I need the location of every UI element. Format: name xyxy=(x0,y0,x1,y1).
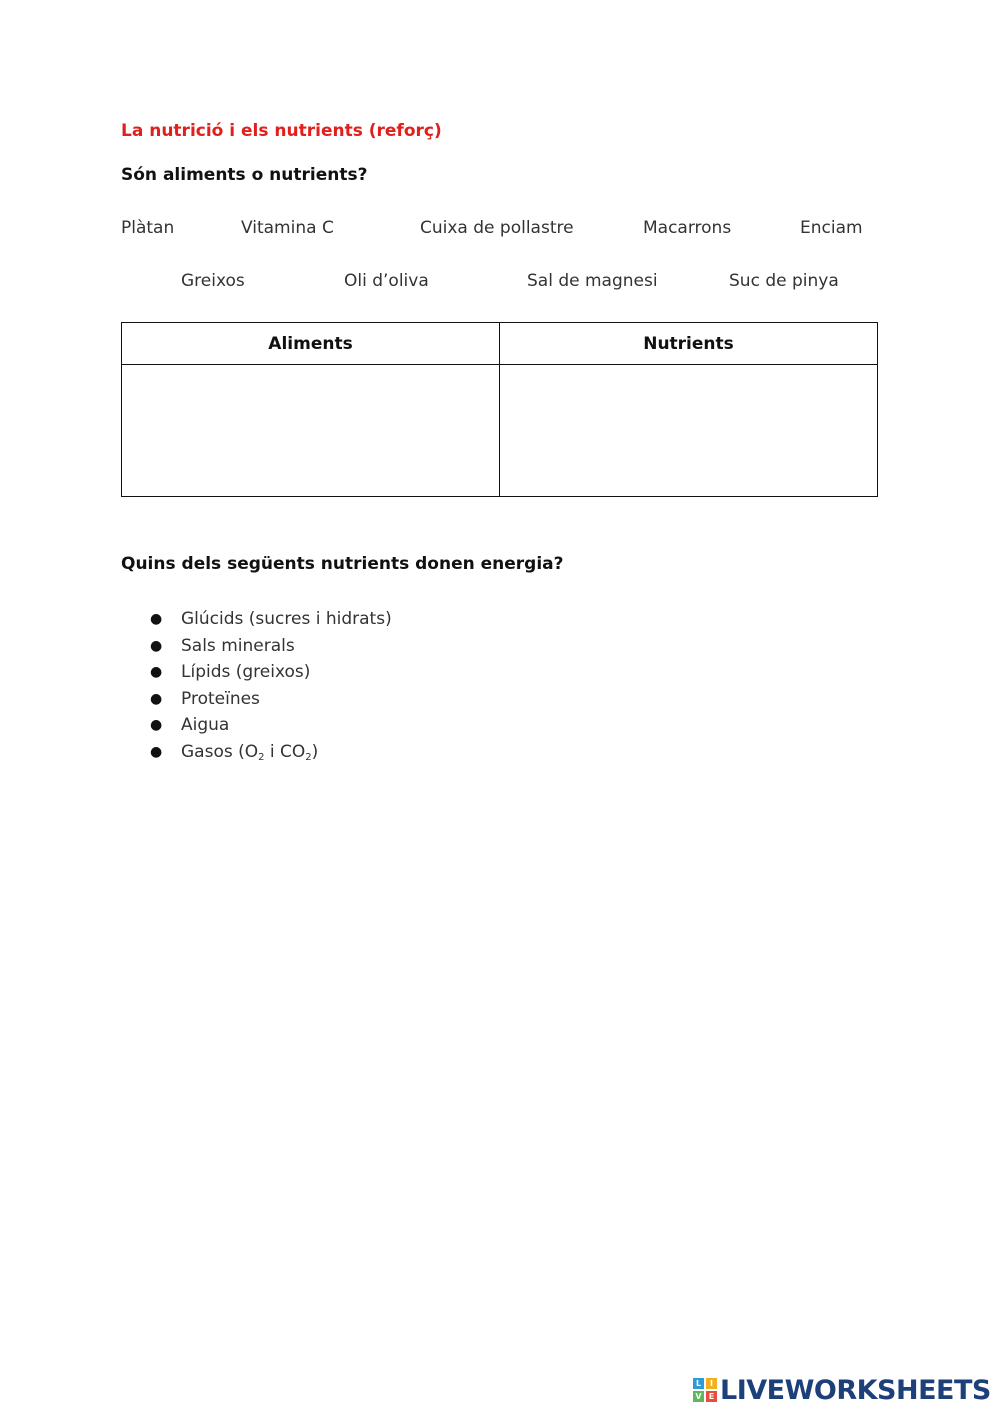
logo-icon-cell: E xyxy=(706,1391,717,1402)
bullet-icon: ● xyxy=(150,690,163,707)
question-energy-nutrients: Quins dels següents nutrients donen energia? xyxy=(121,554,564,574)
option-item[interactable] xyxy=(150,606,392,633)
logo-icon-cell: I xyxy=(706,1378,717,1389)
drop-zone-aliments[interactable] xyxy=(122,365,500,497)
option-label: Gasos ($O_2$ i $CO_2$) xyxy=(181,741,319,763)
logo-text: LIVEWORKSHEETS xyxy=(720,1374,991,1406)
option-item[interactable] xyxy=(150,659,392,686)
option-label: Glúcids (sucres i hidrats) xyxy=(181,609,392,629)
column-header-nutrients: Nutrients xyxy=(500,323,878,365)
word-item[interactable]: Enciam xyxy=(800,218,863,238)
drop-zone-nutrients[interactable] xyxy=(500,365,878,497)
word-item[interactable]: Oli d’oliva xyxy=(344,271,429,291)
column-header-aliments: Aliments xyxy=(122,323,500,365)
page-title: La nutrició i els nutrients (reforç) xyxy=(121,121,442,141)
word-item[interactable]: Suc de pinya xyxy=(729,271,839,291)
option-item[interactable] xyxy=(150,739,392,766)
option-label: Aigua xyxy=(181,715,230,736)
bullet-icon: ● xyxy=(150,637,163,654)
word-item[interactable]: Sal de magnesi xyxy=(527,271,658,291)
option-item[interactable] xyxy=(150,712,392,739)
word-item[interactable]: Greixos xyxy=(181,271,245,291)
liveworksheets-logo-icon xyxy=(693,1378,717,1402)
option-item[interactable] xyxy=(150,633,392,660)
option-item[interactable] xyxy=(150,686,392,713)
bullet-icon: ● xyxy=(150,664,163,681)
answer-options-list xyxy=(150,606,392,766)
option-label: Sals minerals xyxy=(181,635,295,656)
logo-icon-cell: V xyxy=(693,1391,704,1402)
liveworksheets-logo xyxy=(693,1374,991,1406)
option-label: Lípids (greixos) xyxy=(181,662,311,683)
option-label: Proteïnes xyxy=(181,688,260,709)
logo-icon-cell: L xyxy=(693,1378,704,1389)
question-food-or-nutrient: Són aliments o nutrients? xyxy=(121,165,368,185)
word-item[interactable]: Vitamina C xyxy=(241,218,334,238)
word-item[interactable]: Plàtan xyxy=(121,218,175,238)
word-item[interactable]: Cuixa de pollastre xyxy=(420,218,574,238)
bullet-icon: ● xyxy=(150,743,163,760)
word-item[interactable]: Macarrons xyxy=(643,218,732,238)
bullet-icon: ● xyxy=(150,717,163,734)
classification-table xyxy=(121,322,878,497)
bullet-icon: ● xyxy=(150,611,163,627)
